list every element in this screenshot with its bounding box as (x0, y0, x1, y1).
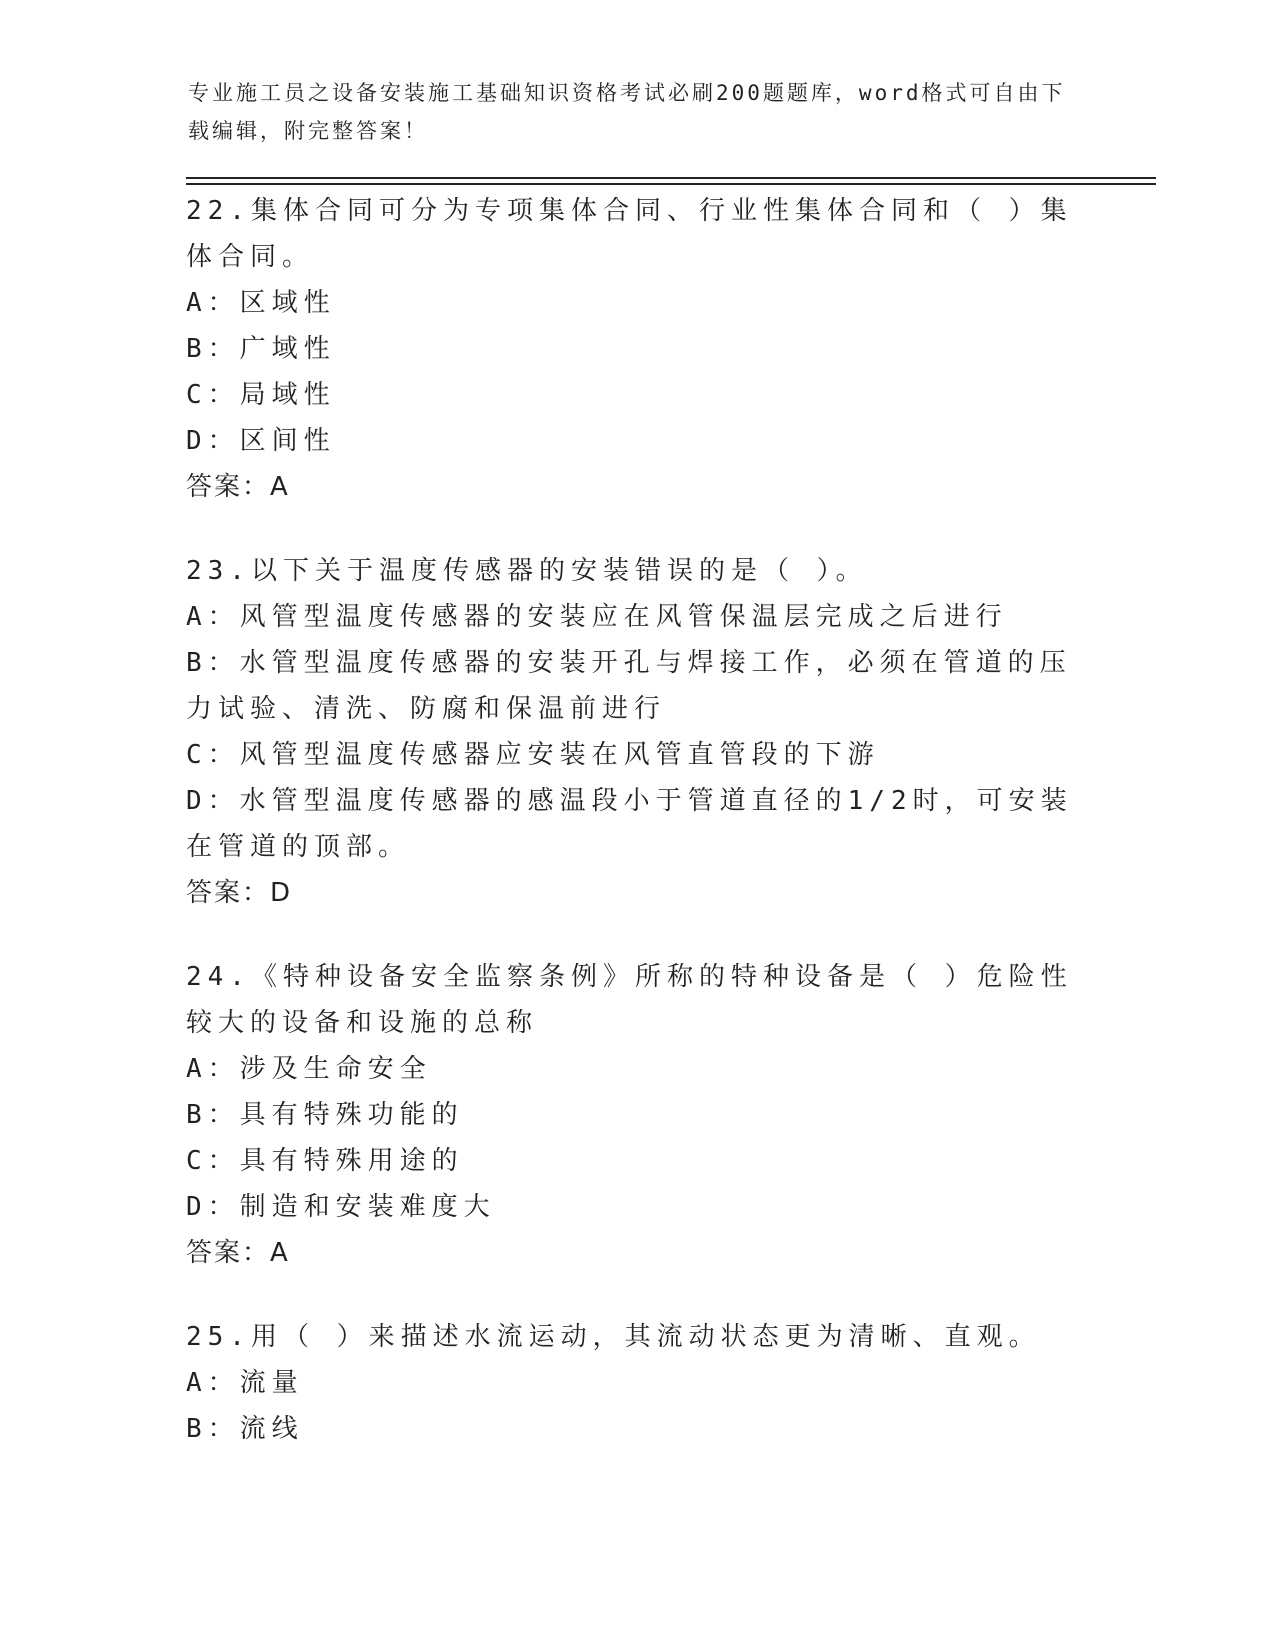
document-header (188, 74, 1088, 150)
answer-line: 答案：A (186, 472, 290, 502)
question-23 (186, 548, 1086, 916)
question-list (186, 188, 1086, 1490)
option-b: B：广域性 (186, 334, 336, 364)
option-d: D：制造和安装难度大 (186, 1192, 496, 1222)
option-a: A：涉及生命安全 (186, 1054, 432, 1084)
option-a: A：流量 (186, 1368, 304, 1398)
option-b: B：水管型温度传感器的安装开孔与焊接工作，必须在管道的压力试验、清洗、防腐和保温前进行 (186, 648, 1072, 724)
option-c: C：具有特殊用途的 (186, 1146, 464, 1176)
question-stem: 23.以下关于温度传感器的安装错误的是（ ）。 (186, 556, 868, 586)
question-25 (186, 1314, 1086, 1452)
option-b: B：流线 (186, 1414, 304, 1444)
header-divider-top (186, 177, 1156, 179)
option-d: D：水管型温度传感器的感温段小于管道直径的1/2时，可安装在管道的顶部。 (186, 786, 1073, 862)
answer-line: 答案：D (186, 878, 293, 908)
option-d: D：区间性 (186, 426, 336, 456)
option-a: A：区域性 (186, 288, 336, 318)
option-b: B：具有特殊功能的 (186, 1100, 464, 1130)
option-a: A：风管型温度传感器的安装应在风管保温层完成之后进行 (186, 602, 1008, 632)
question-24 (186, 954, 1086, 1276)
answer-line: 答案：A (186, 1238, 290, 1268)
option-c: C：风管型温度传感器应安装在风管直管段的下游 (186, 740, 880, 770)
question-22 (186, 188, 1086, 510)
question-stem: 25.用（ ）来描述水流运动，其流动状态更为清晰、直观。 (186, 1322, 1041, 1352)
question-stem: 24.《特种设备安全监察条例》所称的特种设备是（ ）危险性较大的设备和设施的总称 (186, 962, 1073, 1038)
question-stem: 22.集体合同可分为专项集体合同、行业性集体合同和（ ）集体合同。 (186, 196, 1073, 272)
header-intro-text: 专业施工员之设备安装施工基础知识资格考试必刷200题题库，word格式可自由下载编辑，附完整答案！ (188, 81, 1066, 143)
option-c: C：局域性 (186, 380, 336, 410)
header-divider-bottom (186, 183, 1156, 185)
